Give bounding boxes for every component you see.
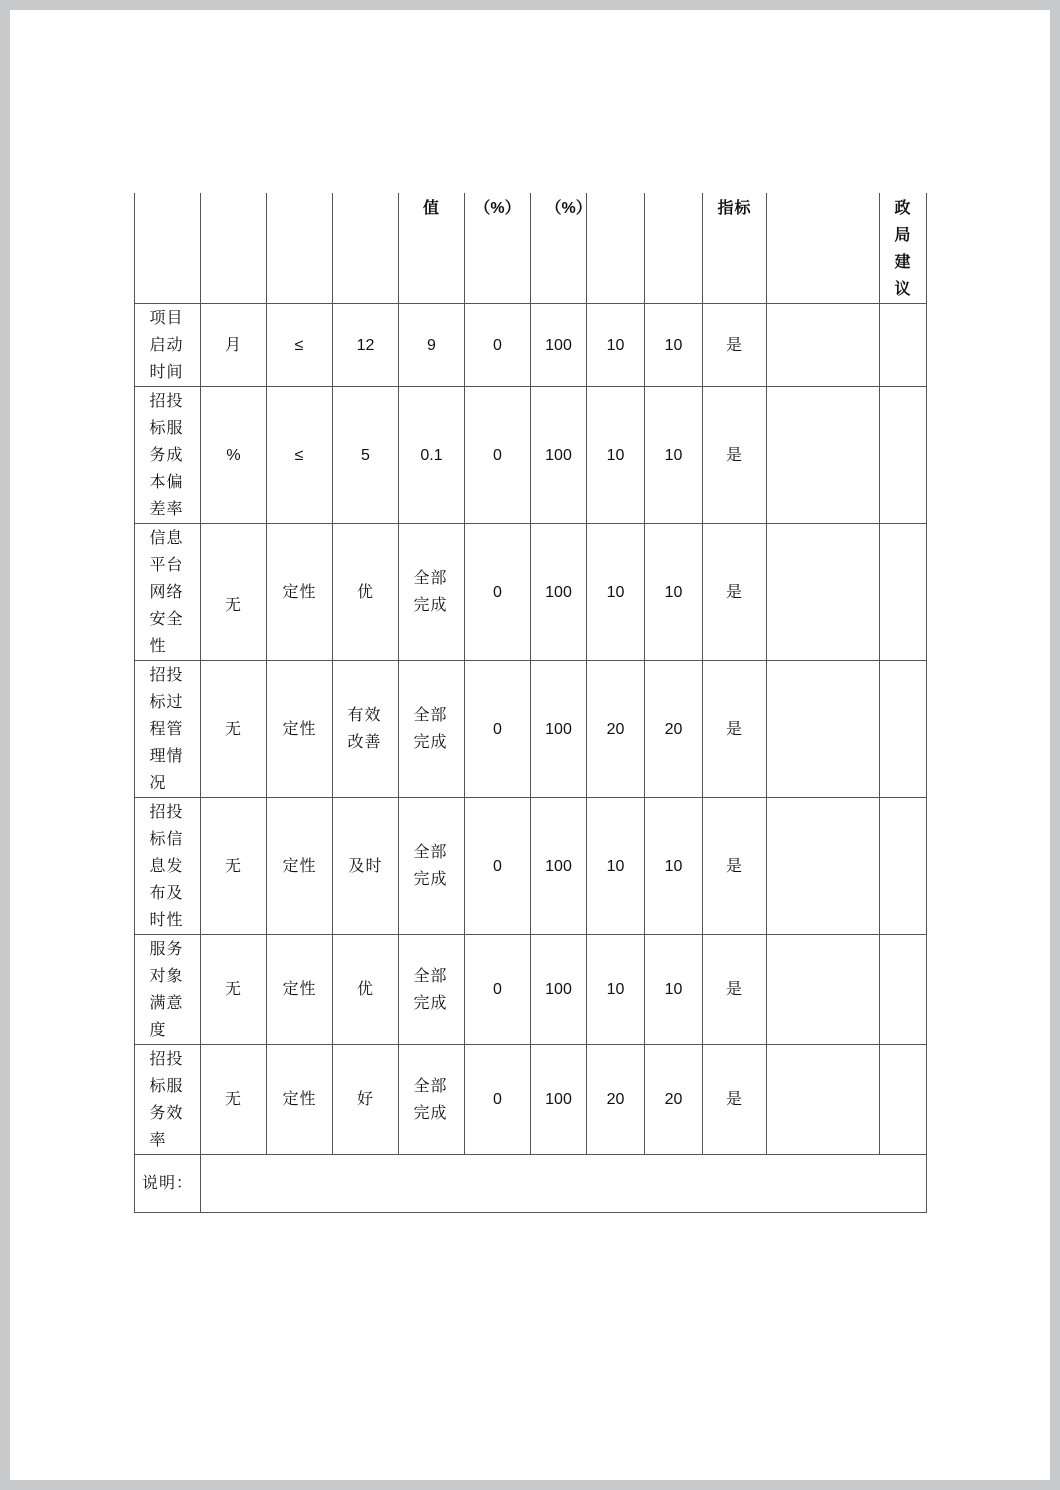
- unit-cell: 无: [201, 661, 267, 798]
- unit-cell: %: [201, 387, 267, 524]
- header-cell-11: [767, 193, 880, 304]
- col12-cell: [880, 524, 927, 661]
- col6-cell: 0: [465, 1045, 531, 1155]
- col11-cell: [767, 1045, 880, 1155]
- col12-cell: [880, 304, 927, 387]
- col12-cell: [880, 935, 927, 1045]
- col12-cell: [880, 661, 927, 798]
- col11-cell: [767, 661, 880, 798]
- type-cell: ≤: [267, 387, 333, 524]
- col6-cell: 0: [465, 935, 531, 1045]
- col9-cell: 10: [645, 524, 703, 661]
- type-cell: 定性: [267, 798, 333, 935]
- indicator-name: 招投标过程管理情况: [149, 666, 184, 792]
- col12-cell: [880, 1045, 927, 1155]
- target-text: 有效改善: [347, 707, 382, 751]
- type-cell: 定性: [267, 935, 333, 1045]
- performance-indicator-table: [134, 193, 927, 1213]
- table-row: [135, 304, 927, 387]
- indicator-name-cell: [135, 387, 201, 524]
- header-cell-8: [587, 193, 645, 304]
- type-cell: 定性: [267, 661, 333, 798]
- col10-cell: 是: [703, 935, 767, 1045]
- value-text: 全部完成: [413, 1077, 448, 1122]
- unit-cell: [201, 524, 267, 661]
- col8-cell: 10: [587, 387, 645, 524]
- header-cell-percent-2: [531, 193, 592, 304]
- value-cell: [399, 935, 465, 1045]
- unit-cell: 无: [201, 798, 267, 935]
- indicator-name: 招投标服务成本偏差率: [149, 392, 184, 518]
- type-cell: 定性: [267, 524, 333, 661]
- col12-cell: [880, 798, 927, 935]
- col11-cell: [767, 798, 880, 935]
- col9-cell: 10: [645, 798, 703, 935]
- col7-cell: 100: [531, 524, 587, 661]
- indicator-name: 招投标服务效率: [149, 1050, 184, 1149]
- col6-cell: 0: [465, 798, 531, 935]
- value-text: 全部完成: [413, 844, 448, 888]
- value-text: 全部完成: [413, 570, 448, 614]
- header-cell-value: 值: [399, 193, 465, 304]
- col6-cell: 0: [465, 524, 531, 661]
- col10-cell: 是: [703, 661, 767, 798]
- target-cell: 5: [333, 387, 399, 524]
- col9-cell: 20: [645, 661, 703, 798]
- table-row: [135, 935, 927, 1045]
- col12-cell: [880, 387, 927, 524]
- target-cell: 及时: [333, 798, 399, 935]
- note-label: 说明：: [135, 1155, 201, 1213]
- table-row: [135, 524, 927, 661]
- value-text: 全部完成: [413, 967, 448, 1012]
- col10-cell: 是: [703, 524, 767, 661]
- indicator-name-cell: [135, 798, 201, 935]
- col9-cell: 20: [645, 1045, 703, 1155]
- indicator-name-cell: [135, 661, 201, 798]
- value-cell: [399, 661, 465, 798]
- col10-cell: 是: [703, 304, 767, 387]
- header-suggestion-text: 政局建议: [894, 200, 912, 298]
- target-cell: 12: [333, 304, 399, 387]
- col8-cell: 20: [587, 1045, 645, 1155]
- header-percent-2-text: （%）: [545, 200, 592, 217]
- col9-cell: 10: [645, 387, 703, 524]
- col11-cell: [767, 935, 880, 1045]
- unit-cell: 无: [201, 1045, 267, 1155]
- col7-cell: 100: [531, 935, 587, 1045]
- indicator-name-cell: [135, 524, 201, 661]
- document-page: [10, 10, 1050, 1480]
- col7-cell: 100: [531, 387, 587, 524]
- header-cell-3: [267, 193, 333, 304]
- value-cell: [399, 524, 465, 661]
- indicator-name: 项目启动时间: [149, 309, 184, 381]
- header-cell-suggestion: [880, 193, 927, 304]
- col11-cell: [767, 304, 880, 387]
- col9-cell: 10: [645, 304, 703, 387]
- header-cell-percent-1: （%）: [465, 193, 531, 304]
- col8-cell: 20: [587, 661, 645, 798]
- table-note-row: [135, 1155, 927, 1213]
- col11-cell: [767, 387, 880, 524]
- col7-cell: 100: [531, 304, 587, 387]
- value-cell: [399, 798, 465, 935]
- unit-text: 无: [224, 597, 242, 614]
- type-cell: 定性: [267, 1045, 333, 1155]
- col11-cell: [767, 524, 880, 661]
- target-cell: 优: [333, 524, 399, 661]
- header-cell-indicator: 指标: [703, 193, 767, 304]
- table-row: [135, 1045, 927, 1155]
- col9-cell: 10: [645, 935, 703, 1045]
- value-text: 全部完成: [413, 707, 448, 751]
- table-row: [135, 387, 927, 524]
- indicator-name: 招投标信息发布及时性: [149, 803, 184, 929]
- indicator-name-cell: [135, 1045, 201, 1155]
- table-row: [135, 661, 927, 798]
- table-row: [135, 798, 927, 935]
- note-content: [201, 1155, 927, 1213]
- value-cell: 9: [399, 304, 465, 387]
- target-cell: [333, 661, 399, 798]
- type-cell: ≤: [267, 304, 333, 387]
- col7-cell: 100: [531, 798, 587, 935]
- col8-cell: 10: [587, 798, 645, 935]
- header-cell-9: [645, 193, 703, 304]
- col7-cell: 100: [531, 661, 587, 798]
- unit-cell: 无: [201, 935, 267, 1045]
- indicator-name-cell: [135, 304, 201, 387]
- col8-cell: 10: [587, 304, 645, 387]
- col6-cell: 0: [465, 387, 531, 524]
- col6-cell: 0: [465, 661, 531, 798]
- indicator-name-cell: [135, 935, 201, 1045]
- header-cell-2: [201, 193, 267, 304]
- col8-cell: 10: [587, 524, 645, 661]
- col10-cell: 是: [703, 387, 767, 524]
- unit-cell: 月: [201, 304, 267, 387]
- col8-cell: 10: [587, 935, 645, 1045]
- target-cell: 优: [333, 935, 399, 1045]
- indicator-name: 信息平台网络安全性: [149, 529, 184, 655]
- col10-cell: 是: [703, 798, 767, 935]
- col10-cell: 是: [703, 1045, 767, 1155]
- table-header-row: [135, 193, 927, 304]
- col6-cell: 0: [465, 304, 531, 387]
- indicator-name: 服务对象满意度: [149, 940, 184, 1039]
- value-cell: 0.1: [399, 387, 465, 524]
- header-cell-4: [333, 193, 399, 304]
- target-cell: 好: [333, 1045, 399, 1155]
- value-cell: [399, 1045, 465, 1155]
- col7-cell: 100: [531, 1045, 587, 1155]
- header-cell-1: [135, 193, 201, 304]
